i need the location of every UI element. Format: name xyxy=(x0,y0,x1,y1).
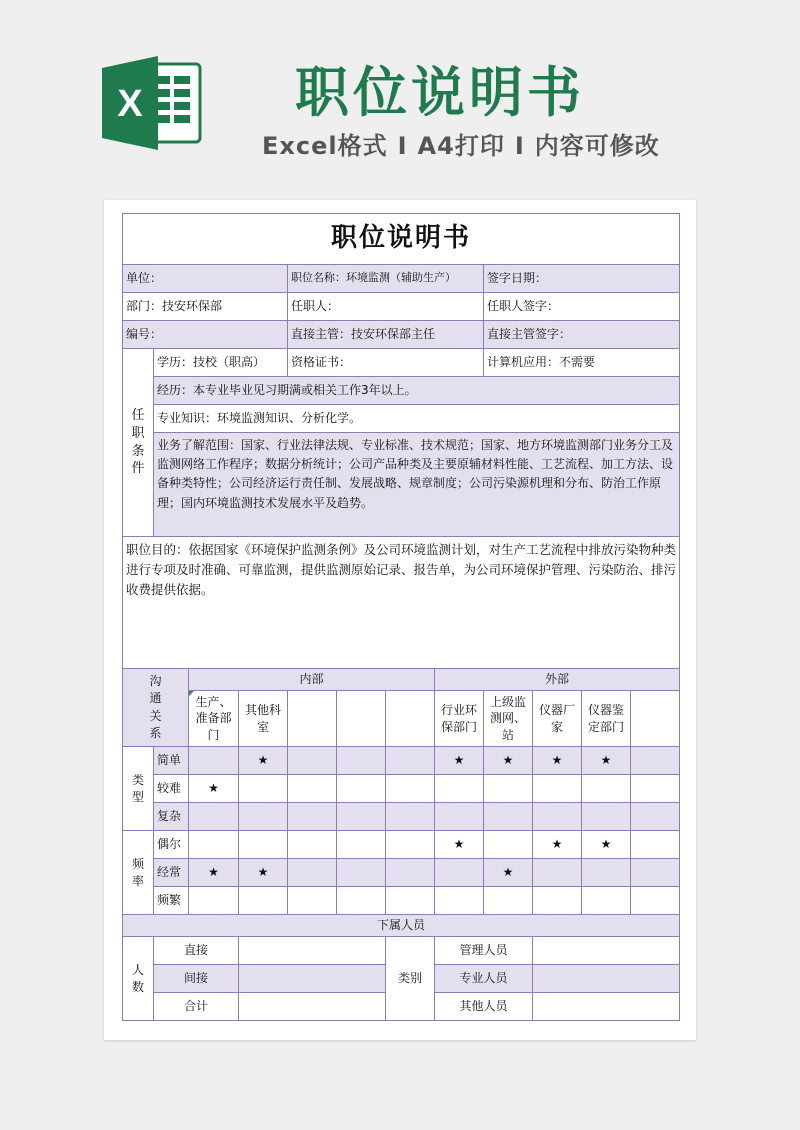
comm-cell[interactable] xyxy=(435,859,484,887)
comm-row-label: 偶尔 xyxy=(154,831,189,859)
indirect-label: 间接 xyxy=(154,965,239,993)
comm-cell[interactable] xyxy=(239,831,288,859)
star-mark-cell[interactable]: ★ xyxy=(533,747,582,775)
comm-cell[interactable] xyxy=(189,831,239,859)
comm-cell[interactable] xyxy=(288,831,337,859)
comm-cell[interactable] xyxy=(337,859,386,887)
professional-label: 专业人员 xyxy=(435,965,533,993)
comm-cell[interactable] xyxy=(631,887,680,915)
department-cell[interactable]: 部门：技安环保部 xyxy=(123,293,288,321)
comm-row-label: 经常 xyxy=(154,859,189,887)
comm-cell[interactable] xyxy=(631,775,680,803)
comm-col-industry-env: 行业环保部门 xyxy=(435,691,484,747)
star-mark-cell[interactable]: ★ xyxy=(484,859,533,887)
comm-cell[interactable] xyxy=(239,887,288,915)
certificate-cell[interactable]: 资格证书： xyxy=(288,349,484,377)
comm-cell[interactable] xyxy=(386,747,435,775)
excel-icon xyxy=(100,56,204,150)
computer-cell[interactable]: 计算机应用：不需要 xyxy=(484,349,680,377)
total-label: 合计 xyxy=(154,993,239,1021)
others-value[interactable] xyxy=(533,993,680,1021)
comm-cell[interactable] xyxy=(337,887,386,915)
comm-cell[interactable] xyxy=(631,859,680,887)
holder-cell[interactable]: 任职人： xyxy=(288,293,484,321)
job-description-form xyxy=(122,213,680,1021)
comm-cell[interactable] xyxy=(386,859,435,887)
star-mark-cell[interactable]: ★ xyxy=(435,747,484,775)
comm-cell[interactable] xyxy=(533,887,582,915)
comm-label: 沟通关系 xyxy=(123,669,189,747)
subordinates-header: 下属人员 xyxy=(123,915,680,937)
comm-col-production: 生产、准备部门 xyxy=(189,691,239,747)
comm-col-internal-3 xyxy=(288,691,337,747)
holder-sign-cell[interactable]: 任职人签字： xyxy=(484,293,680,321)
comm-cell[interactable] xyxy=(386,831,435,859)
comm-cell[interactable] xyxy=(386,775,435,803)
comm-cell[interactable] xyxy=(533,775,582,803)
education-cell[interactable]: 学历：技校（职高） xyxy=(154,349,288,377)
comm-cell[interactable] xyxy=(337,803,386,831)
comm-cell[interactable] xyxy=(484,803,533,831)
star-mark-cell[interactable]: ★ xyxy=(239,859,288,887)
comm-cell[interactable] xyxy=(337,831,386,859)
star-mark-cell[interactable]: ★ xyxy=(189,775,239,803)
comm-cell[interactable] xyxy=(582,859,631,887)
comm-cell[interactable] xyxy=(582,803,631,831)
comm-row-label: 频繁 xyxy=(154,887,189,915)
comm-col-external-5 xyxy=(631,691,680,747)
comm-cell[interactable] xyxy=(484,775,533,803)
comm-cell[interactable] xyxy=(288,775,337,803)
experience-cell[interactable]: 经历：本专业毕业见习期满或相关工作3年以上。 xyxy=(154,377,680,405)
professional-value[interactable] xyxy=(533,965,680,993)
comm-col-internal-5 xyxy=(386,691,435,747)
others-label: 其他人员 xyxy=(435,993,533,1021)
direct-value[interactable] xyxy=(239,937,386,965)
number-cell[interactable]: 编号： xyxy=(123,321,288,349)
comm-cell[interactable] xyxy=(631,747,680,775)
comm-cell[interactable] xyxy=(631,831,680,859)
comm-internal-header: 内部 xyxy=(189,669,435,691)
comm-cell[interactable] xyxy=(189,887,239,915)
comm-col-internal-4 xyxy=(337,691,386,747)
manager-value[interactable] xyxy=(533,937,680,965)
subtitle-editable: 内容可修改 xyxy=(534,132,660,160)
unit-cell[interactable]: 单位： xyxy=(123,265,288,293)
business-scope-cell[interactable]: 业务了解范围：国家、行业法律法规、专业标准、技术规范；国家、地方环境监测部门业务分工及监测网络工作程序；数据分析统计；公司产品种类及主要原辅材料性能、工艺流程、加工方法、设备种类特性；公司经济运行责任制、发展战略、规章制度；公司污染源机理和分布、防治工作原理；国内环境监测技术发展水平及趋势。 xyxy=(154,433,680,537)
banner-title: 职位说明书 xyxy=(295,61,585,124)
position-name-cell[interactable]: 职位名称：环境监测（辅助生产） xyxy=(288,265,484,293)
star-mark-cell[interactable]: ★ xyxy=(582,747,631,775)
sign-date-cell[interactable]: 签字日期： xyxy=(484,265,680,293)
subtitle-separator: I xyxy=(397,132,408,160)
star-mark-cell[interactable]: ★ xyxy=(582,831,631,859)
comm-cell[interactable] xyxy=(288,859,337,887)
comm-cell[interactable] xyxy=(484,887,533,915)
comm-cell[interactable] xyxy=(484,831,533,859)
star-mark-cell[interactable]: ★ xyxy=(533,831,582,859)
comm-cell[interactable] xyxy=(631,803,680,831)
comm-cell[interactable] xyxy=(386,803,435,831)
headcount-label: 人数 xyxy=(123,937,154,1021)
comm-col-instrument-maker: 仪器厂家 xyxy=(533,691,582,747)
purpose-cell[interactable]: 职位目的：依据国家《环境保护监测条例》及公司环境监测计划，对生产工艺流程中排放污染物种类进行专项及时准确、可靠监测，提供监测原始记录、报告单，为公司环境保护管理、污染防治、排污收费提供依据。 xyxy=(123,537,680,669)
comm-col-instrument-verify: 仪器鉴定部门 xyxy=(582,691,631,747)
subtitle-separator: I xyxy=(514,132,525,160)
comm-cell[interactable] xyxy=(533,859,582,887)
comm-cell[interactable] xyxy=(533,803,582,831)
star-mark-cell[interactable]: ★ xyxy=(239,747,288,775)
comm-cell[interactable] xyxy=(337,747,386,775)
indirect-value[interactable] xyxy=(239,965,386,993)
comm-cell[interactable] xyxy=(435,887,484,915)
comm-row-label: 较难 xyxy=(154,775,189,803)
manager-label: 管理人员 xyxy=(435,937,533,965)
comm-cell[interactable] xyxy=(337,775,386,803)
comm-cell[interactable] xyxy=(239,803,288,831)
comm-cell[interactable] xyxy=(189,747,239,775)
comm-external-header: 外部 xyxy=(435,669,680,691)
comm-cell[interactable] xyxy=(288,747,337,775)
star-mark-cell[interactable]: ★ xyxy=(435,831,484,859)
supervisor-cell[interactable]: 直接主管：技安环保部主任 xyxy=(288,321,484,349)
subtitle-print: A4打印 xyxy=(417,132,505,160)
star-mark-cell[interactable]: ★ xyxy=(484,747,533,775)
star-mark-cell[interactable]: ★ xyxy=(189,859,239,887)
comm-cell[interactable] xyxy=(239,775,288,803)
banner-subtitle xyxy=(262,126,660,161)
comm-cell[interactable] xyxy=(288,803,337,831)
comm-row-label: 复杂 xyxy=(154,803,189,831)
comm-cell[interactable] xyxy=(386,887,435,915)
comm-cell[interactable] xyxy=(435,803,484,831)
supervisor-sign-cell[interactable]: 直接主管签字： xyxy=(484,321,680,349)
knowledge-cell[interactable]: 专业知识：环境监测知识、分析化学。 xyxy=(154,405,680,433)
comm-cell[interactable] xyxy=(435,775,484,803)
form-title: 职位说明书 xyxy=(123,214,680,265)
comm-col-other-office: 其他科室 xyxy=(239,691,288,747)
comm-cell[interactable] xyxy=(189,803,239,831)
comm-row-label: 简单 xyxy=(154,747,189,775)
subtitle-format: Excel格式 xyxy=(262,132,388,160)
logo-letter: X xyxy=(117,83,143,125)
comm-type-label: 类型 xyxy=(123,747,154,831)
category-label: 类别 xyxy=(386,937,435,1021)
comm-freq-label: 频率 xyxy=(123,831,154,915)
comm-col-upper-station: 上级监测网、站 xyxy=(484,691,533,747)
total-value[interactable] xyxy=(239,993,386,1021)
comm-cell[interactable] xyxy=(288,887,337,915)
comm-cell[interactable] xyxy=(582,887,631,915)
direct-label: 直接 xyxy=(154,937,239,965)
qualifications-label: 任职条件 xyxy=(123,349,154,537)
comm-cell[interactable] xyxy=(582,775,631,803)
